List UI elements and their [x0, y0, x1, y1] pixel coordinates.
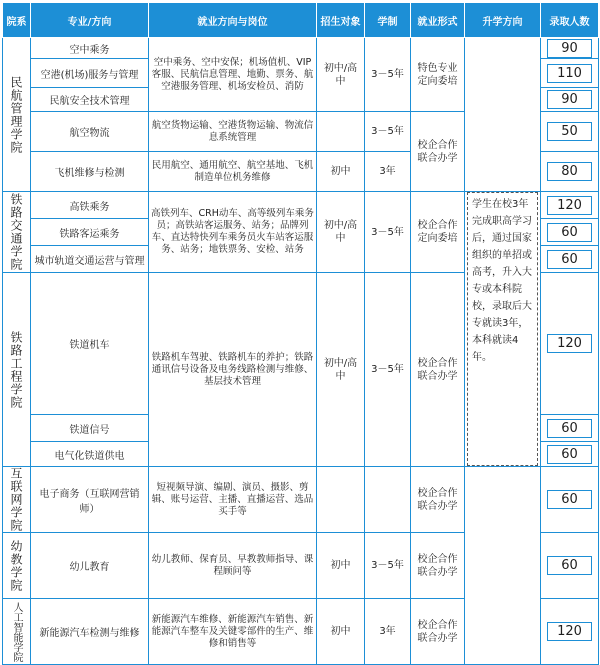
jobs-cell: 航空货物运输、空港货物运输、物流信息系统管理	[149, 112, 317, 152]
target-cell	[317, 112, 365, 152]
enroll-cell	[541, 112, 599, 152]
years-cell: 3－5年	[365, 112, 411, 152]
enroll-value: 60	[547, 445, 592, 464]
jobs-cell: 民用航空、通用航空、航空基地、飞机制造单位机务维修	[149, 152, 317, 192]
enroll-value: 60	[547, 250, 592, 269]
header-target: 招生对象	[317, 3, 365, 38]
enroll-cell	[541, 219, 599, 246]
years-cell: 3年	[365, 599, 411, 665]
jobs-cell: 高铁列车、CRH动车、高等级列车乘务员；高铁站客运服务、站务；品牌列车、直达特快列车乘务员火车站客运服务、站务；地铁票务、安检、站务	[149, 192, 317, 273]
target-cell: 初中/高中	[317, 38, 365, 112]
enroll-value: 120	[547, 622, 592, 641]
enroll-value: 120	[547, 196, 592, 215]
enrollment-table	[2, 2, 599, 665]
enroll-value: 60	[547, 490, 592, 509]
target-cell: 初中	[317, 533, 365, 599]
college-minhang: 民航管理学院	[3, 38, 31, 192]
enroll-cell	[541, 246, 599, 273]
major-cell: 航空物流	[31, 112, 149, 152]
enroll-cell	[541, 152, 599, 192]
major-cell: 空港(机场)服务与管理	[31, 59, 149, 88]
major-cell: 城市轨道交通运营与管理	[31, 246, 149, 273]
form-cell: 校企合作联合办学	[411, 112, 465, 192]
college-tielu-jt: 铁路交通学院	[3, 192, 31, 273]
major-cell: 铁路客运乘务	[31, 219, 149, 246]
enroll-cell	[541, 38, 599, 59]
college-ai: 人工智能学院	[3, 599, 31, 665]
form-cell: 校企合作联合办学	[411, 533, 465, 599]
form-cell: 校企合作定向委培	[411, 192, 465, 273]
years-cell: 3－5年	[365, 192, 411, 273]
table-row	[3, 467, 599, 533]
major-cell: 新能源汽车检测与维修	[31, 599, 149, 665]
header-enroll: 录取人数	[541, 3, 599, 38]
header-form: 就业形式	[411, 3, 465, 38]
college-hulian: 互联网学院	[3, 467, 31, 533]
jobs-cell: 空中乘务、空中安保；机场值机、VIP客服、民航信息管理、地勤、票务、航空港服务管理、机场安检员、消防	[149, 38, 317, 112]
form-cell: 校企合作联合办学	[411, 273, 465, 467]
jobs-cell: 铁路机车驾驶、铁路机车的养护；铁路通讯信号设备及电务线路检测与维修、基层技术管理	[149, 273, 317, 467]
target-cell: 初中/高中	[317, 273, 365, 467]
header-upgrade: 升学方向	[465, 3, 541, 38]
upgrade-note: 学生在校3年完成职高学习后，通过国家组织的单招或高考，升入大专或本科院校，录取后大专就读3年，本科就读4年。	[467, 192, 538, 466]
target-cell: 初中/高中	[317, 192, 365, 273]
enroll-value: 110	[547, 64, 592, 83]
enroll-value: 50	[547, 122, 592, 141]
enroll-cell	[541, 59, 599, 88]
header-major: 专业/方向	[31, 3, 149, 38]
upgrade-cell	[465, 192, 541, 467]
enroll-cell	[541, 533, 599, 599]
enroll-value: 60	[547, 556, 592, 575]
major-cell: 空中乘务	[31, 38, 149, 59]
enroll-value: 90	[547, 90, 592, 109]
upgrade-cell-empty	[465, 467, 541, 665]
table-row	[3, 38, 599, 59]
college-tielu-gc: 铁路工程学院	[3, 273, 31, 467]
enroll-value: 120	[547, 334, 592, 353]
years-cell: 3－5年	[365, 273, 411, 467]
enroll-value: 60	[547, 223, 592, 242]
jobs-cell: 短视频导演、编剧、演员、摄影、剪辑、账号运营、主播、直播运营、选品买手等	[149, 467, 317, 533]
table-row	[3, 192, 599, 219]
jobs-cell: 幼儿教师、保育员、早教教师指导、课程顾问等	[149, 533, 317, 599]
major-cell: 电子商务（互联网营销师）	[31, 467, 149, 533]
enroll-cell	[541, 88, 599, 112]
enroll-cell	[541, 415, 599, 442]
major-cell: 飞机维修与检测	[31, 152, 149, 192]
enroll-cell	[541, 467, 599, 533]
years-cell: 3－5年	[365, 38, 411, 112]
form-cell: 特色专业定向委培	[411, 38, 465, 112]
enroll-value: 90	[547, 39, 592, 58]
header-years: 学制	[365, 3, 411, 38]
form-cell: 校企合作联合办学	[411, 467, 465, 533]
major-cell: 民航安全技术管理	[31, 88, 149, 112]
major-cell: 铁道机车	[31, 273, 149, 415]
enroll-cell	[541, 273, 599, 415]
years-cell	[365, 467, 411, 533]
form-cell: 校企合作联合办学	[411, 599, 465, 665]
major-cell: 高铁乘务	[31, 192, 149, 219]
major-cell: 电气化铁道供电	[31, 442, 149, 467]
header-row	[3, 3, 599, 38]
jobs-cell: 新能源汽车维修、新能源汽车销售、新能源汽车整车及关键零部件的生产、维修和销售等	[149, 599, 317, 665]
enroll-value: 80	[547, 162, 592, 181]
college-youjiao: 幼教学院	[3, 533, 31, 599]
enroll-value: 60	[547, 419, 592, 438]
enroll-cell	[541, 599, 599, 665]
header-jobs: 就业方向与岗位	[149, 3, 317, 38]
target-cell: 初中	[317, 599, 365, 665]
major-cell: 铁道信号	[31, 415, 149, 442]
upgrade-cell-empty	[465, 38, 541, 192]
header-college: 院系	[3, 3, 31, 38]
enroll-cell	[541, 442, 599, 467]
target-cell	[317, 467, 365, 533]
enroll-cell	[541, 192, 599, 219]
major-cell: 幼儿教育	[31, 533, 149, 599]
years-cell: 3－5年	[365, 533, 411, 599]
target-cell: 初中	[317, 152, 365, 192]
years-cell: 3年	[365, 152, 411, 192]
